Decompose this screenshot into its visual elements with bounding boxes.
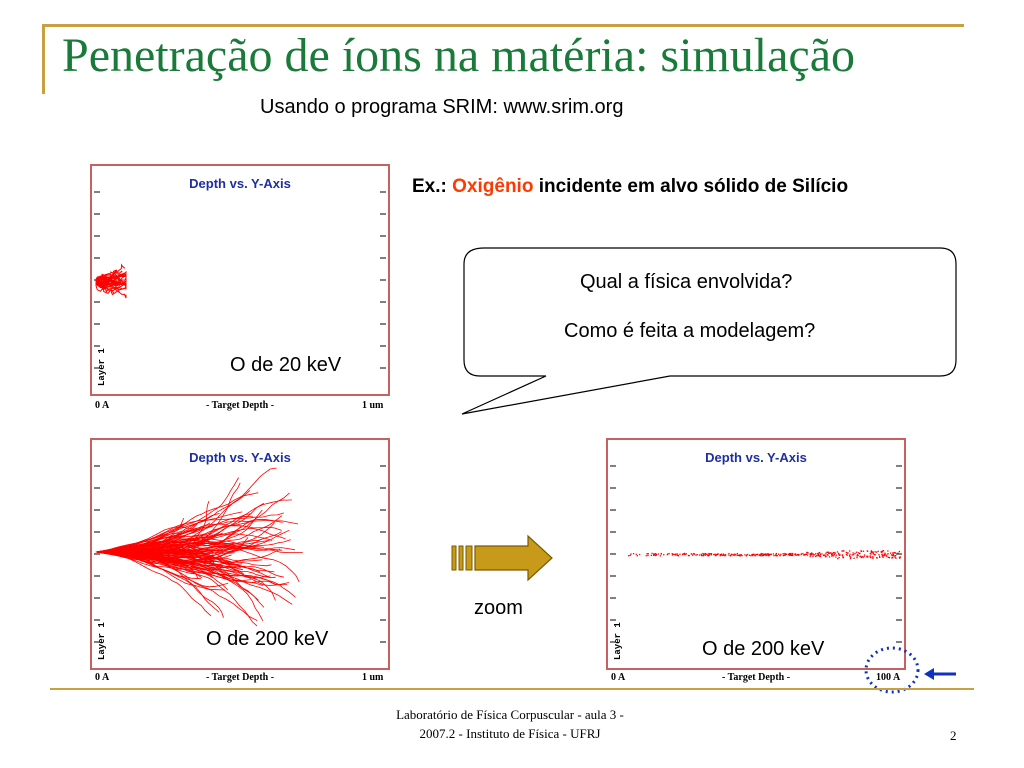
plot-x-min: 0 A xyxy=(95,400,110,411)
slide-title: Penetração de íons na matéria: simulação xyxy=(62,29,856,82)
energy-label: O de 20 keV xyxy=(230,354,342,376)
plot-y-label: Layer 1 xyxy=(97,622,107,660)
plot-x-min: 0 A xyxy=(611,672,626,683)
example-suffix: incidente em alvo sólido de Silício xyxy=(538,176,849,197)
plot-x-label: - Target Depth - xyxy=(722,672,791,683)
left-arrow-icon xyxy=(920,664,960,684)
plot-title: Depth vs. Y-Axis xyxy=(189,450,291,465)
footer-line-1: Laboratório de Física Corpuscular - aula 3 - xyxy=(396,707,624,722)
footer-rule xyxy=(50,688,974,690)
footer-text xyxy=(300,706,720,744)
zoom-arrow-icon xyxy=(450,534,560,584)
plot-title: Depth vs. Y-Axis xyxy=(189,176,291,191)
plot-x-min: 0 A xyxy=(95,672,110,683)
bubble-question-2: Como é feita a modelagem? xyxy=(564,320,816,342)
energy-label: O de 200 keV xyxy=(206,628,329,650)
plot-x-label: - Target Depth - xyxy=(206,672,275,683)
example-prefix: Ex.: xyxy=(412,176,447,197)
plot-x-label: - Target Depth - xyxy=(206,400,275,411)
energy-label: O de 200 keV xyxy=(702,638,825,660)
zoom-label: zoom xyxy=(474,597,523,619)
footer-line-2: 2007.2 - Instituto de Física - UFRJ xyxy=(419,725,601,741)
plot-y-label: Layer 1 xyxy=(613,622,623,660)
plot-x-max: 1 um xyxy=(362,672,384,683)
plot-x-max: 1 um xyxy=(362,400,384,411)
page-number: 2 xyxy=(950,728,957,743)
slide-subtitle: Usando o programa SRIM: www.srim.org xyxy=(260,96,624,118)
plot-y-label: Layer 1 xyxy=(97,348,107,386)
plot-title: Depth vs. Y-Axis xyxy=(705,450,807,465)
bubble-question-1: Qual a física envolvida? xyxy=(580,271,793,293)
plot-x-max: 100 A xyxy=(876,672,901,683)
example-ion: Oxigênio xyxy=(452,176,534,197)
